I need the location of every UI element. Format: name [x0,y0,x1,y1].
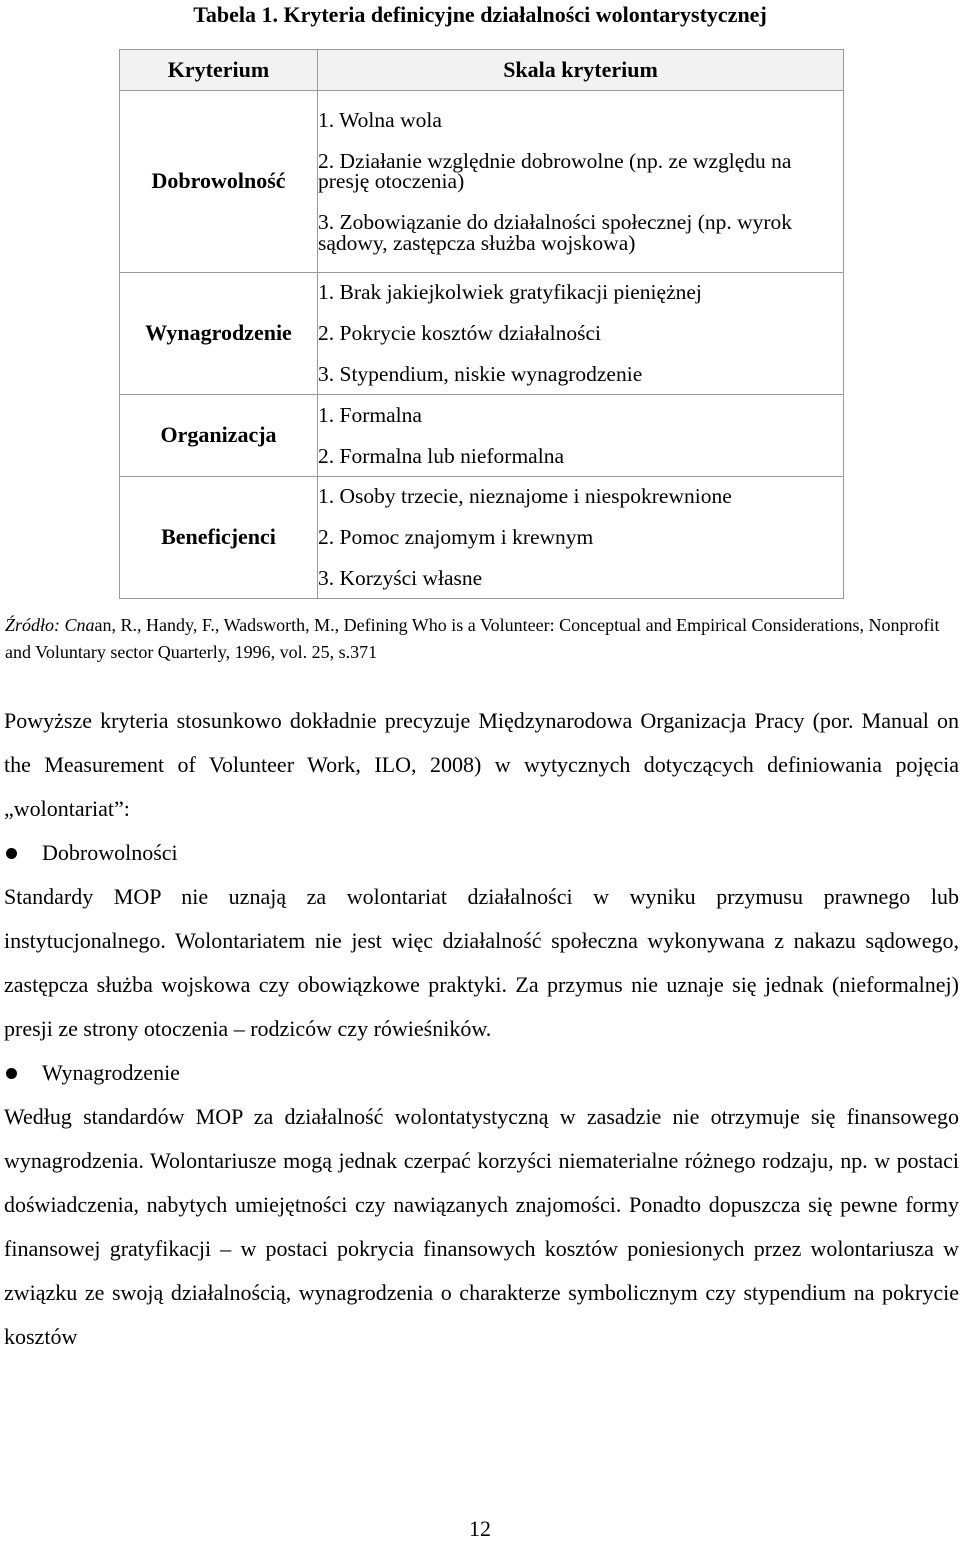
page-number: 12 [469,1516,491,1541]
table-row [120,395,844,477]
scale-cell [318,91,844,273]
bullet-label: Dobrowolności [42,840,178,865]
scale-item: 3. Zobowiązanie do działalności społecznej (np. wyrok sądowy, zastępcza służba wojskowa) [318,210,793,255]
scale-item: 1. Wolna wola [318,107,442,132]
criterion-cell: Organizacja [120,395,318,477]
bullet-item [4,1051,959,1095]
source-label: Źródło: Cna [5,615,95,635]
scale-item: 2. Pokrycie kosztów działalności [318,321,602,346]
table-source [5,612,955,666]
criterion-cell: Dobrowolność [120,91,318,273]
criterion-cell: Wynagrodzenie [120,273,318,395]
table-row [120,273,844,395]
paragraph: Według standardów MOP za działalność wolontatystyczną w zasadzie nie otrzymuje się finansowego wynagrodzenia. Wolontariusze mogą jednak czerpać korzyści niematerialne różnego rodzaju, np. w postaci doświadczenia, nabytych umiejętności czy nawiązanych znajomości. Ponadto dopuszcza się pewne formy finansowej gratyfikacji – w postaci pokrycia finansowych kosztów poniesionych przez wolontariusza w związku ze swoją działalnością, wynagrodzenia o charakterze symbolicznym czy stypendium na pokrycie kosztów [4,1104,959,1349]
scale-cell [318,273,844,395]
source-text: an, R., Handy, F., Wadsworth, M., Defining Who is a Volunteer: Conceptual and Empirical Considerations, Nonprofit and Voluntary sector Quarterly, 1996, vol. 25, s.371 [5,615,940,662]
bullet-icon [6,848,17,859]
scale-item: 1. Formalna [318,402,422,427]
bullet-icon [6,1068,17,1079]
table-title: Tabela 1. Kryteria definicyjne działalności wolontarystycznej [193,2,767,27]
bullet-label: Wynagrodzenie [42,1060,180,1085]
criterion-cell: Beneficjenci [120,477,318,599]
scale-item: 2. Działanie względnie dobrowolne (np. ze względu na presję otoczenia) [318,148,792,194]
table-row [120,477,844,599]
body-text [4,699,959,1359]
scale-item: 3. Stypendium, niskie wynagrodzenie [318,362,643,387]
intro-paragraph: Powyższe kryteria stosunkowo dokładnie precyzuje Międzynarodowa Organizacja Pracy (por. Manual on the Measurement of Volunteer Work, ILO, 2008) w wytycznych dotyczących definiowania pojęcia „wolontariat”: [4,708,959,821]
scale-cell [318,477,844,599]
scale-item: 2. Pomoc znajomym i krewnym [318,525,594,550]
scale-item: 1. Brak jakiejkolwiek gratyfikacji pieniężnej [318,280,702,305]
bullet-item [4,831,959,875]
header-criterion: Kryterium [120,50,318,91]
table-row [120,91,844,273]
scale-item: 1. Osoby trzecie, nieznajome i niespokrewnione [318,484,732,509]
table-header-row [120,50,844,91]
scale-item: 2. Formalna lub nieformalna [318,443,564,468]
criteria-table [119,49,844,599]
header-scale: Skala kryterium [318,50,844,91]
scale-item: 3. Korzyści własne [318,566,483,591]
scale-cell [318,395,844,477]
paragraph: Standardy MOP nie uznają za wolontariat działalności w wyniku przymusu prawnego lub instytucjonalnego. Wolontariatem nie jest więc działalność społeczna wykonywana z nakazu sądowego, zastępcza służba wojskowa czy obowiązkowe praktyki. Za przymus nie uznaje się jednak (nieformalnej) presji ze strony otoczenia – rodziców czy rówieśników. [4,884,959,1041]
